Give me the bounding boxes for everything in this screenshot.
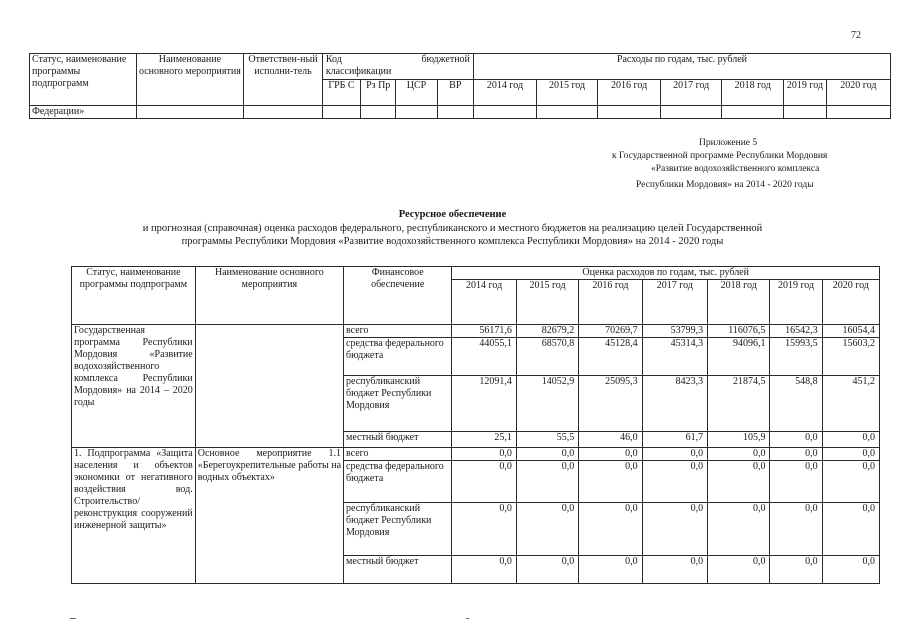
page-title: Ресурсное обеспечение (398, 209, 507, 220)
value-cell: 0,0 (770, 461, 822, 503)
col-budget-code-header (322, 54, 473, 80)
value-cell: 0,0 (822, 503, 879, 556)
value-cell: 0,0 (452, 556, 516, 584)
col-year: 2017 год (642, 280, 707, 325)
value-cell: 0,0 (579, 503, 642, 556)
col-year: 2014 год (452, 280, 516, 325)
value-cell: 0,0 (822, 556, 879, 584)
value-cell: 0,0 (822, 461, 879, 503)
value-cell: 548,8 (770, 376, 822, 432)
subprogram-status-cell: 1. Подпрограмма «Защита населения и объектов экономики от негативного воздействия вод. Строительство/реконструкция сооружений инженерной защиты» (72, 448, 196, 584)
col-year: 2018 год (708, 280, 770, 325)
value-cell: 0,0 (452, 503, 516, 556)
col-status-header: Статус, наименование программы подпрограмм (30, 54, 137, 106)
title-line: программы Республики Мордовия «Развитие водохозяйственного комплекса Республики Мордовия» на 2014 - 2020 годы (181, 236, 724, 247)
value-cell: 82679,2 (516, 325, 578, 338)
col-year: 2015 год (516, 280, 578, 325)
col-grbs: ГРБ С (322, 80, 360, 106)
value-cell: 44055,1 (452, 338, 516, 376)
value-cell: 55,5 (516, 432, 578, 448)
col-year: 2020 год (822, 280, 879, 325)
value-cell: 0,0 (822, 432, 879, 448)
value-cell: 0,0 (770, 503, 822, 556)
code-title-left: Код (325, 54, 342, 65)
value-cell: 56171,6 (452, 325, 516, 338)
code-title-line2: классификации (325, 66, 392, 77)
value-cell: 0,0 (708, 503, 770, 556)
col-csr: ЦСР (396, 80, 437, 106)
row-text: Федерации» (30, 106, 137, 119)
value-cell: 25,1 (452, 432, 516, 448)
value-cell: 116076,5 (708, 325, 770, 338)
continued-budget-table (29, 53, 891, 119)
value-cell: 16054,4 (822, 325, 879, 338)
financing-label: местный бюджет (344, 432, 452, 448)
col-vr: ВР (437, 80, 473, 106)
value-cell: 12091,4 (452, 376, 516, 432)
value-cell: 0,0 (579, 556, 642, 584)
footer-mark (466, 618, 469, 619)
financing-label: республиканский бюджет Республики Мордовия (344, 503, 452, 556)
col-status-header: Статус, наименование программы подпрограмм (72, 267, 196, 325)
value-cell: 0,0 (822, 448, 879, 461)
col-year: 2016 год (579, 280, 642, 325)
col-executor-header: Ответствен-ный исполни-тель (244, 54, 323, 106)
value-cell: 0,0 (708, 448, 770, 461)
col-year: 2017 год (661, 80, 722, 106)
value-cell: 0,0 (452, 448, 516, 461)
value-cell: 451,2 (822, 376, 879, 432)
appendix-line: Республики Мордовия» на 2014 - 2020 годы (636, 180, 814, 190)
footer-mark (70, 618, 76, 619)
col-rzpr: Рз Пр (361, 80, 396, 106)
value-cell: 0,0 (770, 556, 822, 584)
appendix-label: Приложение 5 (699, 138, 758, 148)
value-cell: 0,0 (516, 556, 578, 584)
col-year: 2016 год (598, 80, 661, 106)
value-cell: 25095,3 (579, 376, 642, 432)
program-status-cell: Государственная программа Республики Мордовия «Развитие водохозяйственного комплекса Республики Мордовия» на 2014 – 2020 годы (72, 325, 196, 448)
value-cell: 0,0 (642, 556, 707, 584)
col-expenses-header: Расходы по годам, тыс. рублей (473, 54, 890, 80)
value-cell: 0,0 (770, 448, 822, 461)
value-cell: 0,0 (770, 432, 822, 448)
value-cell: 0,0 (708, 461, 770, 503)
subprogram-activity-cell: Основное мероприятие 1.1 «Берегоукрепительные работы на водных объектах» (195, 448, 343, 584)
financing-label: всего (344, 448, 452, 461)
col-activity-header: Наименование основного мероприятия (195, 267, 343, 325)
table-row (72, 448, 880, 461)
value-cell: 15993,5 (770, 338, 822, 376)
financing-label: местный бюджет (344, 556, 452, 584)
value-cell: 46,0 (579, 432, 642, 448)
appendix-line: «Развитие водохозяйственного комплекса (651, 164, 820, 174)
value-cell: 15603,2 (822, 338, 879, 376)
value-cell: 53799,3 (642, 325, 707, 338)
value-cell: 0,0 (516, 461, 578, 503)
value-cell: 0,0 (708, 556, 770, 584)
appendix-line: к Государственной программе Республики Мордовия (612, 151, 828, 161)
value-cell: 105,9 (708, 432, 770, 448)
value-cell: 14052,9 (516, 376, 578, 432)
value-cell: 45128,4 (579, 338, 642, 376)
col-year: 2015 год (537, 80, 598, 106)
value-cell: 8423,3 (642, 376, 707, 432)
table-row (30, 106, 891, 119)
value-cell: 0,0 (516, 448, 578, 461)
code-title-right: бюджетной (421, 54, 470, 65)
value-cell: 0,0 (579, 461, 642, 503)
resource-table (71, 266, 880, 584)
financing-label: республиканский бюджет Республики Мордовия (344, 376, 452, 432)
col-financing-header: Финансовое обеспечение (344, 267, 452, 325)
col-year: 2014 год (473, 80, 536, 106)
col-estimate-header: Оценка расходов по годам, тыс. рублей (452, 267, 880, 280)
value-cell: 0,0 (642, 461, 707, 503)
col-activity-header: Наименование основного мероприятия (136, 54, 244, 106)
table-row (72, 325, 880, 338)
program-activity-cell (195, 325, 343, 448)
financing-label: всего (344, 325, 452, 338)
value-cell: 68570,8 (516, 338, 578, 376)
financing-label: средства федерального бюджета (344, 338, 452, 376)
value-cell: 0,0 (452, 461, 516, 503)
value-cell: 0,0 (642, 503, 707, 556)
value-cell: 0,0 (516, 503, 578, 556)
col-year: 2019 год (784, 80, 826, 106)
value-cell: 70269,7 (579, 325, 642, 338)
col-year: 2018 год (722, 80, 784, 106)
financing-label: средства федерального бюджета (344, 461, 452, 503)
col-year: 2020 год (826, 80, 890, 106)
page-number: 72 (851, 30, 861, 41)
value-cell: 94096,1 (708, 338, 770, 376)
value-cell: 21874,5 (708, 376, 770, 432)
value-cell: 16542,3 (770, 325, 822, 338)
value-cell: 61,7 (642, 432, 707, 448)
value-cell: 0,0 (642, 448, 707, 461)
value-cell: 0,0 (579, 448, 642, 461)
col-year: 2019 год (770, 280, 822, 325)
title-line: и прогнозная (справочная) оценка расходов федерального, республиканского и местного бюджетов на реализацию целей Государственной (142, 223, 763, 234)
value-cell: 45314,3 (642, 338, 707, 376)
